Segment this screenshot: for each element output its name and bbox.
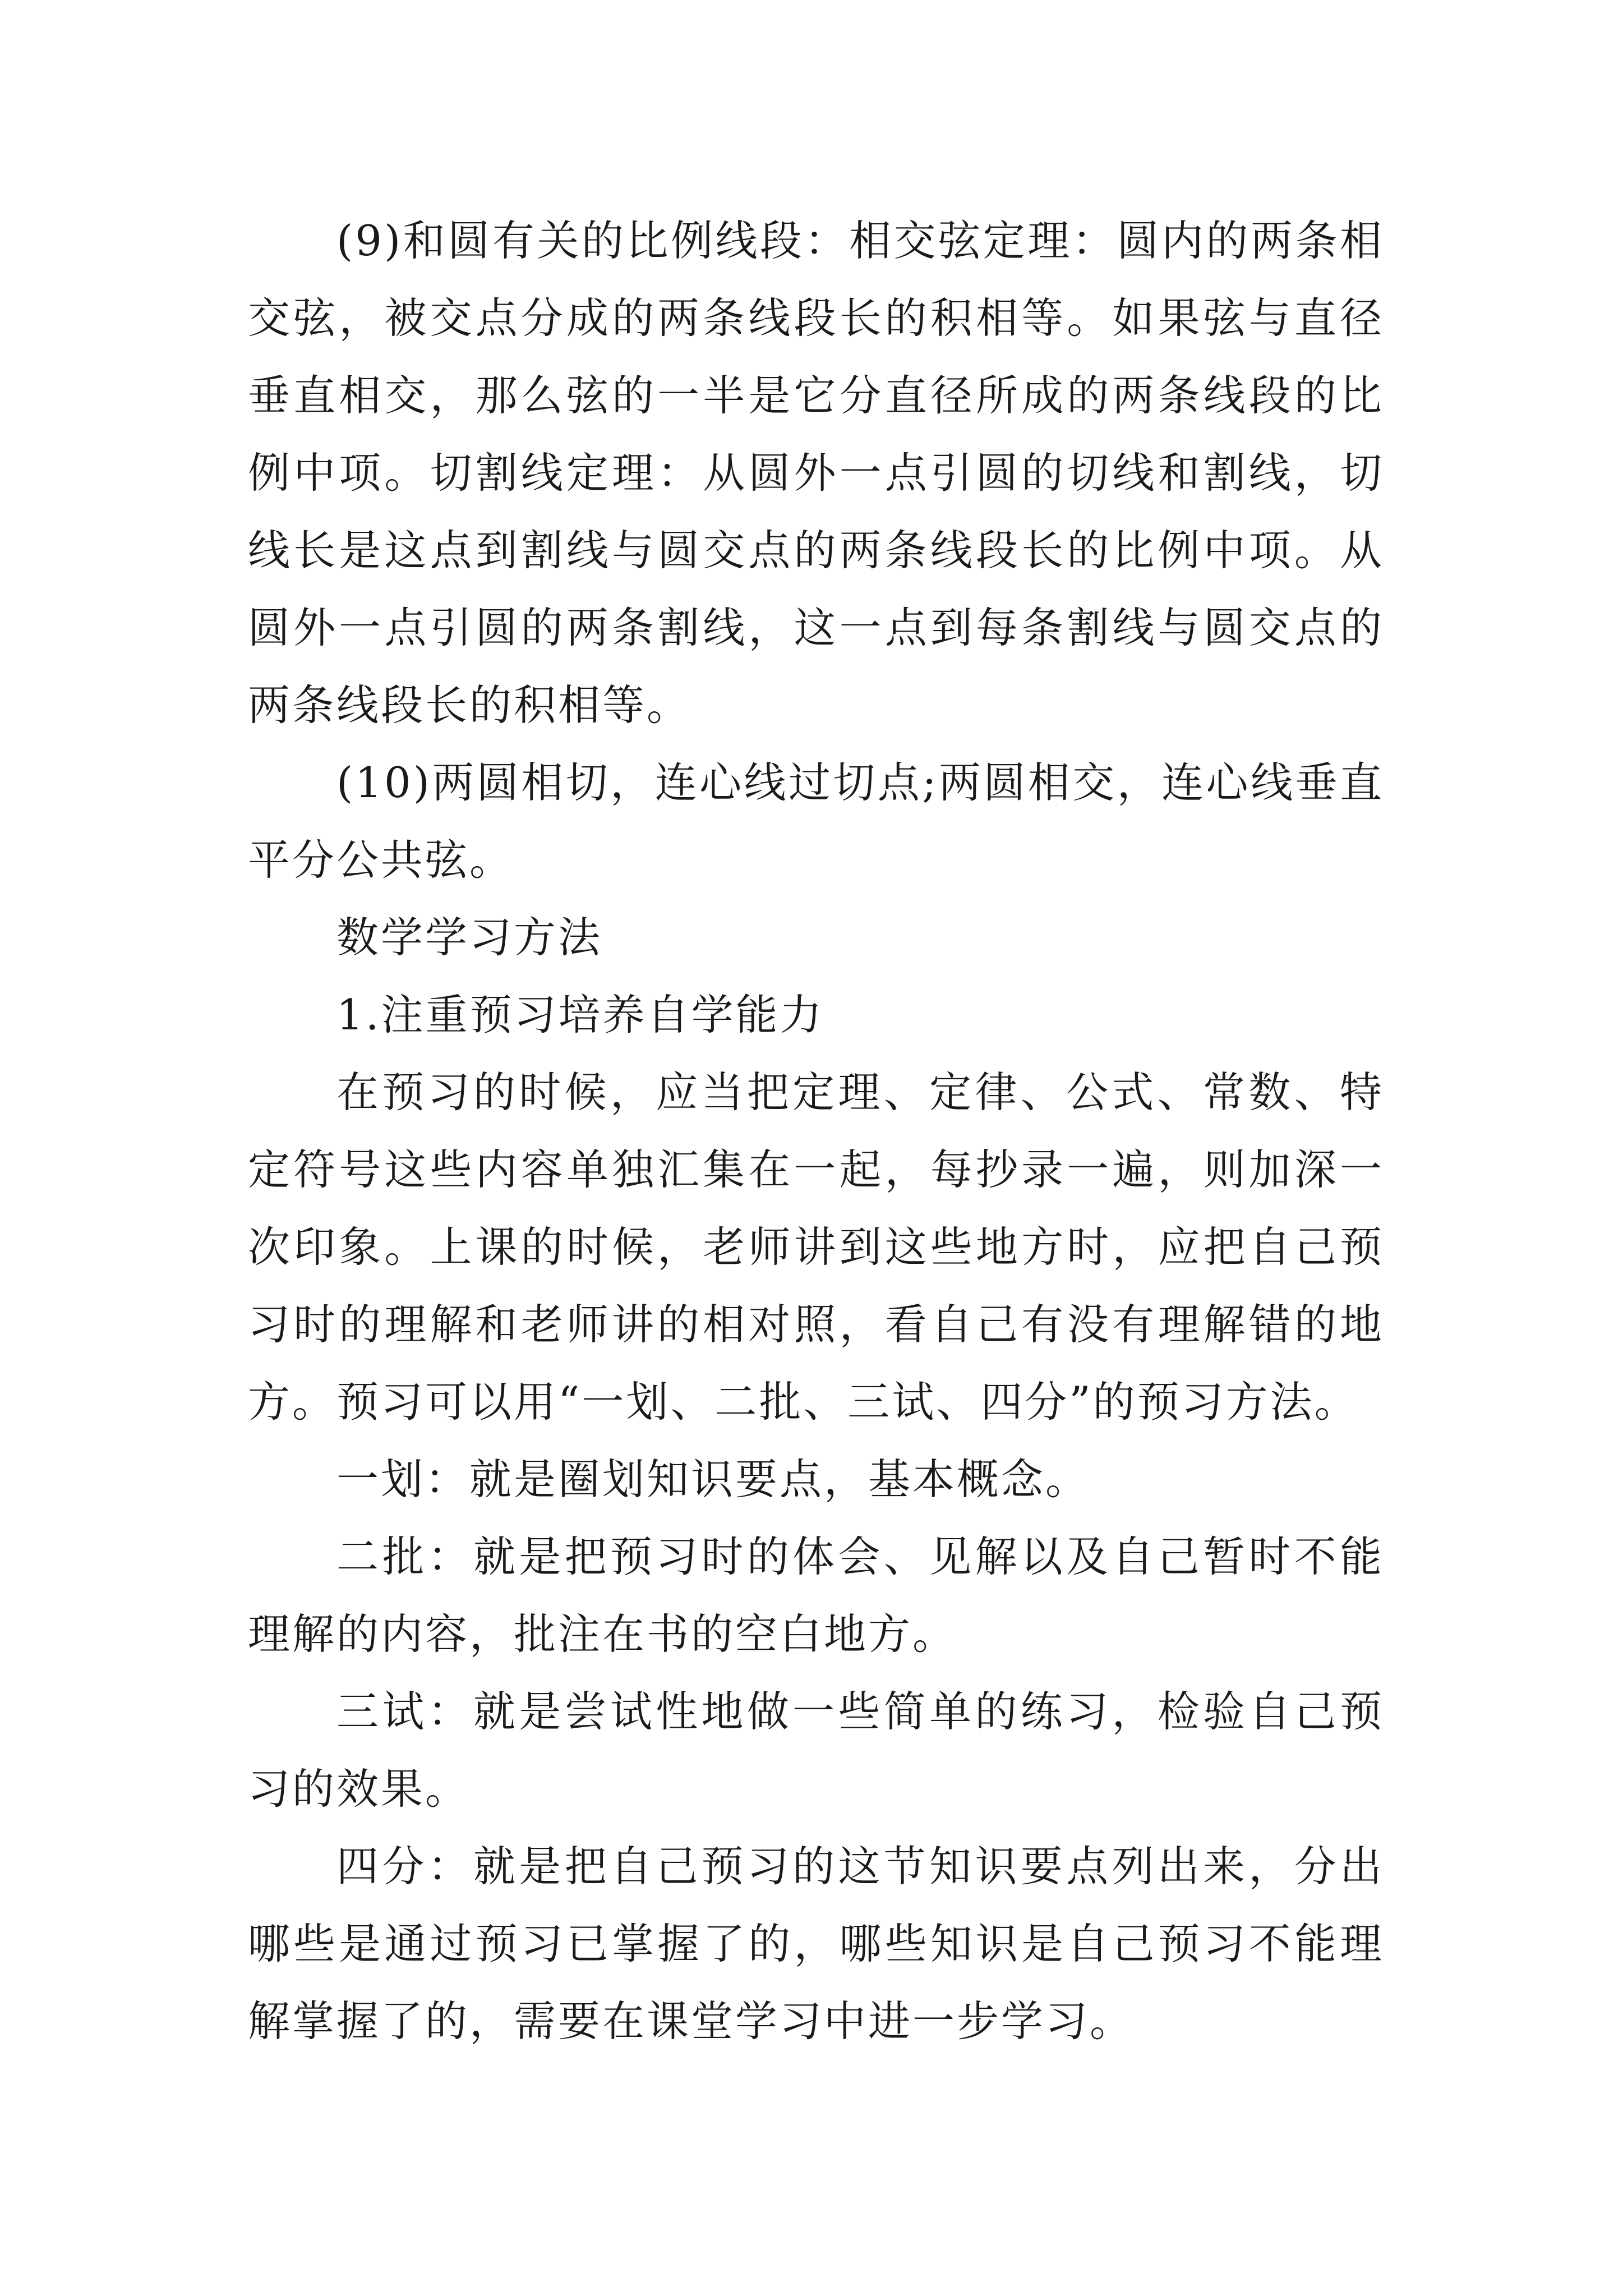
paragraph-two-circles: (10)两圆相切，连心线过切点;两圆相交，连心线垂直平分公共弦。 [248, 758, 1384, 885]
paragraph-preview-method: 在预习的时候，应当把定理、定律、公式、常数、特定符号这些内容单独汇集在一起，每抄录一遍，则加深一次印象。上课的时候，老师讲到这些地方时，应把自己预习时的理解和老师讲的相对照，看自己有没有理解错的地方。预习可以用“一划、二批、三试、四分”的预习方法。 [248, 1068, 1384, 1427]
section-heading-learning-methods: 数学学习方法 [336, 913, 603, 962]
paragraph-step-three: 三试：就是尝试性地做一些简单的练习，检验自己预习的效果。 [248, 1687, 1384, 1814]
document-body [248, 202, 1384, 2060]
paragraph-step-two: 二批：就是把预习时的体会、见解以及自己暂时不能理解的内容，批注在书的空白地方。 [248, 1532, 1384, 1659]
paragraph-step-four: 四分：就是把自己预习的这节知识要点列出来，分出哪些是通过预习已掌握了的，哪些知识是自己预习不能理解掌握了的，需要在课堂学习中进一步学习。 [248, 1842, 1384, 2046]
paragraph-theorems-proportional-segments: (9)和圆有关的比例线段：相交弦定理：圆内的两条相交弦，被交点分成的两条线段长的积相等。如果弦与直径垂直相交，那么弦的一半是它分直径所成的两条线段的比例中项。切割线定理：从圆外一点引圆的切线和割线，切线长是这点到割线与圆交点的两条线段长的比例中项。从圆外一点引圆的两条割线，这一点到每条割线与圆交点的两条线段长的积相等。 [248, 216, 1384, 730]
paragraph-step-one: 一划：就是圈划知识要点，基本概念。 [336, 1455, 1090, 1504]
subheading-preview: 1.注重预习培养自学能力 [336, 990, 824, 1039]
